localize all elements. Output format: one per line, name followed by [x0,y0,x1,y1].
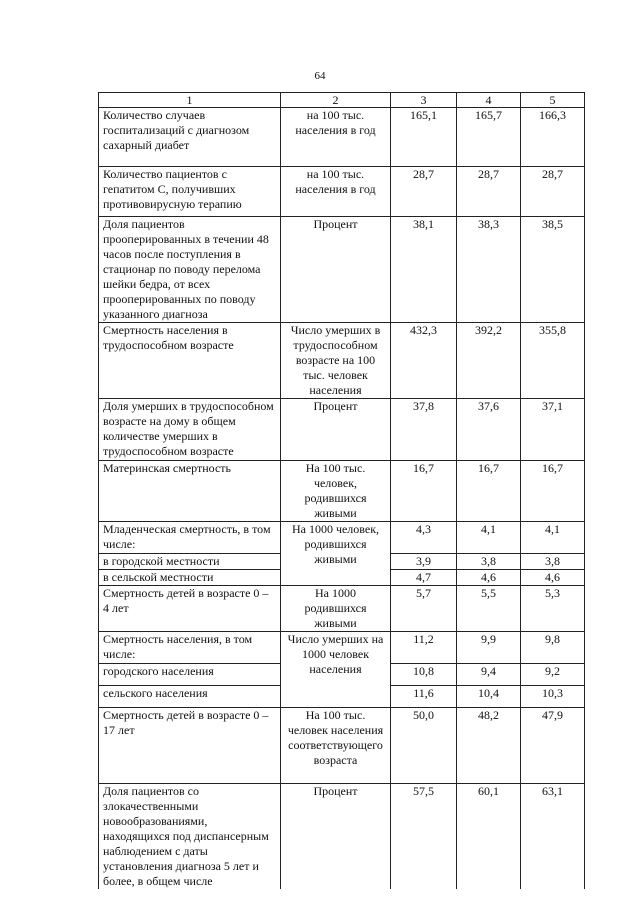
indicator-name: в сельской местности [99,570,281,586]
value-col5: 9,8 [521,632,585,664]
table-row [99,167,585,217]
indicator-unit: На 100 тыс. человек населения соответствующего возраста [281,708,391,784]
value-col3: 11,6 [391,686,457,708]
value-col5: 4,1 [521,522,585,554]
table-row [99,217,585,323]
value-col4: 4,1 [457,522,521,554]
value-col4: 9,4 [457,664,521,686]
indicator-name: Количество случаев госпитализаций с диагнозом сахарный диабет [99,108,281,167]
indicator-unit: Число умерших на 1000 человек населения [281,632,391,708]
value-col5: 3,8 [521,554,585,570]
value-col3: 10,8 [391,664,457,686]
value-col4: 4,6 [457,570,521,586]
value-col3: 50,0 [391,708,457,784]
indicator-unit: На 100 тыс. человек, родившихся живыми [281,461,391,522]
indicator-unit: На 1000 человек, родившихся живыми [281,522,391,586]
value-col4: 392,2 [457,323,521,399]
value-col5: 47,9 [521,708,585,784]
indicator-unit: Число умерших в трудоспособном возрасте на 100 тыс. человек населения [281,323,391,399]
value-col5: 38,5 [521,217,585,323]
table-row [99,108,585,167]
value-col3: 11,2 [391,632,457,664]
value-col3: 37,8 [391,399,457,461]
table-row [99,461,585,522]
table-row [99,323,585,399]
value-col4: 37,6 [457,399,521,461]
value-col5: 10,3 [521,686,585,708]
column-header: 5 [521,93,585,108]
indicator-name: Материнская смертность [99,461,281,522]
indicator-name: Смертность населения в трудоспособном возрасте [99,323,281,399]
value-col5: 9,2 [521,664,585,686]
value-col3: 4,7 [391,570,457,586]
page-number: 64 [314,70,326,82]
indicator-name: Доля пациентов прооперированных в течении 48 часов после поступления в стационар по поводу перелома шейки бедра, от всех прооперированных по поводу указанного диагноза [99,217,281,323]
value-col3: 57,5 [391,784,457,890]
table-row [99,399,585,461]
indicator-unit: на 100 тыс. населения в год [281,167,391,217]
value-col5: 355,8 [521,323,585,399]
value-col4: 28,7 [457,167,521,217]
value-col3: 28,7 [391,167,457,217]
indicator-name: Доля умерших в трудоспособном возрасте на дому в общем количестве умерших в трудоспособном возрасте [99,399,281,461]
table-row [99,784,585,890]
table-header-row [99,93,585,108]
indicators-table [98,92,585,889]
value-col5: 28,7 [521,167,585,217]
indicator-name: Доля пациентов со злокачественными новообразованиями, находящихся под диспансерным наблюдением с даты установления диагноза 5 лет и более, в общем числе [99,784,281,890]
table-row [99,586,585,632]
value-col4: 9,9 [457,632,521,664]
value-col4: 10,4 [457,686,521,708]
value-col3: 16,7 [391,461,457,522]
indicator-name: Количество пациентов с гепатитом С, получивших противовирусную терапию [99,167,281,217]
table-row [99,522,585,554]
column-header: 3 [391,93,457,108]
column-header: 4 [457,93,521,108]
value-col3: 165,1 [391,108,457,167]
indicator-unit: Процент [281,217,391,323]
table-row [99,708,585,784]
indicator-name: Смертность детей в возрасте 0 – 17 лет [99,708,281,784]
value-col4: 3,8 [457,554,521,570]
indicator-unit: Процент [281,784,391,890]
value-col5: 166,3 [521,108,585,167]
value-col3: 432,3 [391,323,457,399]
column-header: 2 [281,93,391,108]
indicator-name: Смертность детей в возрасте 0 – 4 лет [99,586,281,632]
table-row [99,632,585,664]
value-col4: 5,5 [457,586,521,632]
indicator-unit: Процент [281,399,391,461]
value-col3: 5,7 [391,586,457,632]
value-col5: 37,1 [521,399,585,461]
value-col5: 63,1 [521,784,585,890]
indicator-name: в городской местности [99,554,281,570]
value-col4: 16,7 [457,461,521,522]
value-col4: 38,3 [457,217,521,323]
indicator-unit: На 1000 родившихся живыми [281,586,391,632]
value-col4: 165,7 [457,108,521,167]
value-col5: 16,7 [521,461,585,522]
indicator-name: сельского населения [99,686,281,708]
value-col4: 48,2 [457,708,521,784]
column-header: 1 [99,93,281,108]
value-col3: 3,9 [391,554,457,570]
indicator-unit: на 100 тыс. населения в год [281,108,391,167]
value-col4: 60,1 [457,784,521,890]
indicator-name: Смертность населения, в том числе: [99,632,281,664]
value-col5: 4,6 [521,570,585,586]
value-col5: 5,3 [521,586,585,632]
indicator-name: Младенческая смертность, в том числе: [99,522,281,554]
value-col3: 4,3 [391,522,457,554]
indicator-name: городского населения [99,664,281,686]
value-col3: 38,1 [391,217,457,323]
